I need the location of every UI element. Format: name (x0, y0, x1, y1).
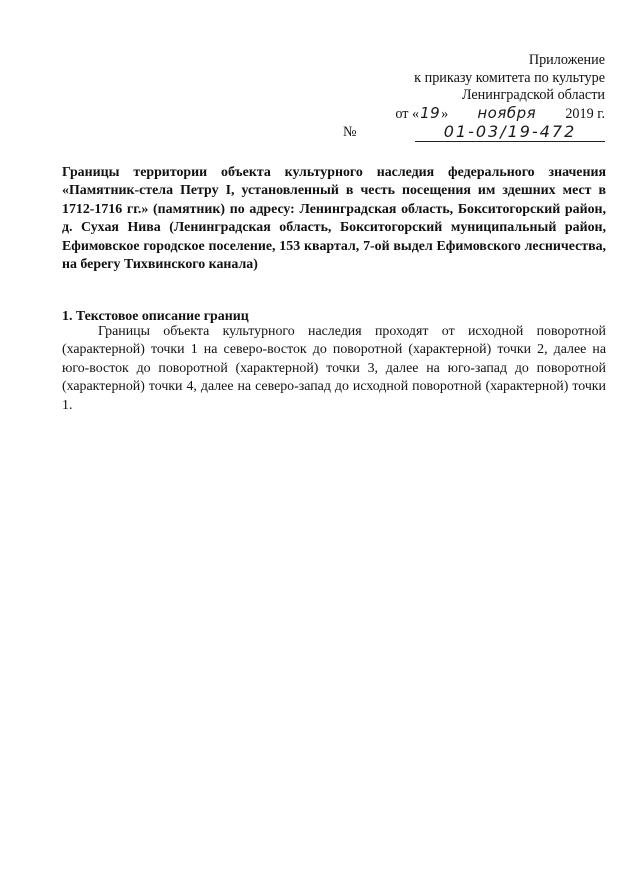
number-value-handwritten: 01-03/19-472 (415, 123, 605, 142)
document-title: Границы территории объекта культурного наследия федерального значения «Памятник-стела Петру I, установленный в честь посещения им здешних мест в 1712-1716 гг.» (памятник) по адресу: Ленинградская область, Бокситогорский район, д. Сухая Нива (Ленинградская область, Бокситогорский муниципальный район, Ефимовское городское поселение, 153 квартал, 7-ой выдел Ефимовского лесничества, на берегу Тихвинского канала) (62, 165, 606, 273)
appendix-date (345, 105, 605, 124)
date-month-handwritten: ноября (477, 103, 537, 122)
date-year: 2019 г. (565, 105, 605, 122)
appendix-number (345, 123, 605, 143)
number-sign: № (343, 124, 357, 141)
appendix-region: Ленинградской области (461, 87, 605, 104)
date-day-handwritten: 19 (420, 103, 441, 122)
appendix-header (345, 52, 605, 143)
section-heading: 1. Текстовое описание границ (62, 309, 249, 324)
date-prefix: от « (395, 105, 420, 122)
appendix-title: Приложение (528, 52, 605, 68)
appendix-order-ref: к приказу комитета по культуре (414, 69, 605, 86)
date-mid: » (441, 105, 449, 122)
section-body: Границы объекта культурного наследия проходят от исходной поворотной (характерной) точки 1 на северо-восток до поворотной (характерной) точки 2, далее на юго-восток до поворотной (характерной) точки 3, далее на юго-запад до поворотной (характерной) точки 4, далее на северо-запад до исходной поворотной (характерной) точки 1. (62, 324, 606, 413)
